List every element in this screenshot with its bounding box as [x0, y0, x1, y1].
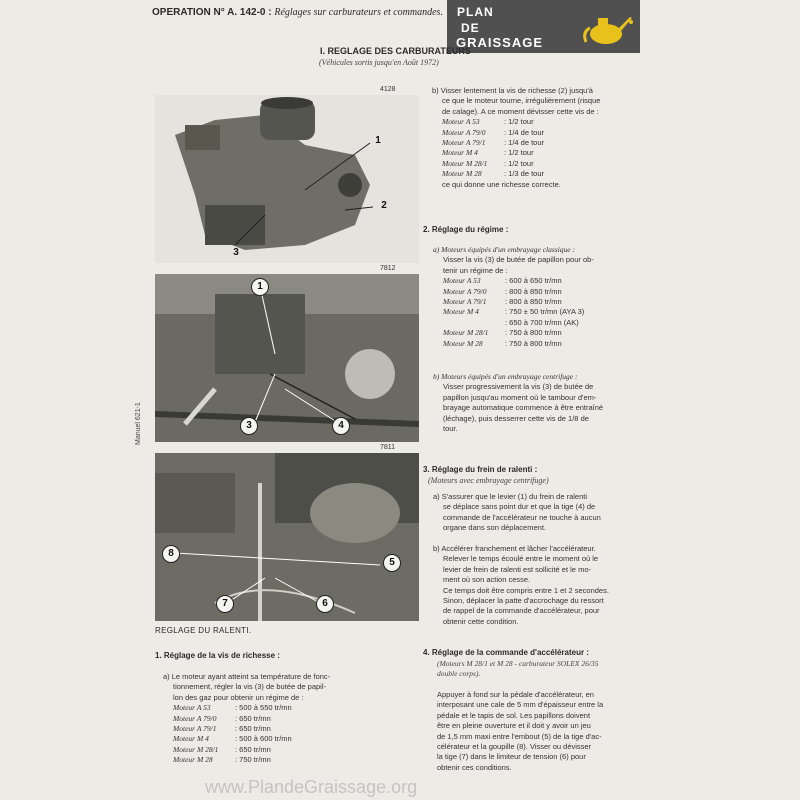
regime-a-table — [433, 276, 594, 349]
richesse-a-line: lon des gaz pour obtenir un régime de : — [173, 692, 304, 702]
regime-b-head: b) Moteurs équipés d'un embrayage centrifuge : — [433, 372, 578, 381]
regime-a-row — [443, 276, 594, 286]
photo-2-callout-3: 3 — [240, 417, 258, 435]
accelerateur-line: être en pleine ouverture et il doit y avoir un jeu — [437, 721, 591, 731]
richesse-a-row — [173, 755, 330, 765]
logo-line-3: GRAISSAGE — [456, 35, 544, 50]
regime-a-value: : 750 à 800 tr/mn — [505, 328, 562, 338]
richesse-b-line: b) Visser lentement la vis de richesse (2) jusqu'à — [432, 86, 593, 95]
regime-a-row — [443, 318, 594, 328]
regime-a-row — [443, 339, 594, 349]
richesse-a-value: : 650 tr/mn — [235, 744, 271, 754]
richesse-a-table — [163, 703, 330, 765]
richesse-b-engine: Moteur A 79/0 — [442, 127, 486, 137]
richesse-b-value: : 1/4 de tour — [504, 138, 545, 148]
regime-a-row — [443, 307, 594, 317]
operation-subtitle: Réglages sur carburateurs et commandes. — [274, 7, 443, 18]
richesse-b-engine: Moteur M 4 — [442, 148, 478, 158]
frein-b-line: levier de frein de ralenti est sollicité et le mo- — [443, 564, 591, 574]
regime-section-title: 2. Réglage du régime : — [423, 225, 509, 234]
accelerateur-line: la tige (7) dans le limiteur de tension (6) pour — [437, 752, 586, 762]
regime-a-value: : 750 à 800 tr/mn — [505, 338, 562, 348]
frein-a-line: se déplace sans point dur et que la tige (4) de — [443, 502, 596, 512]
regime-a-engine: Moteur A 53 — [443, 276, 481, 286]
photo-caption: REGLAGE DU RALENTI. — [155, 626, 252, 635]
photo-2-callout-1: 1 — [251, 278, 269, 296]
richesse-a-engine: Moteur A 79/0 — [173, 713, 217, 723]
regime-a-engine: Moteur M 28/1 — [443, 328, 489, 338]
carburettor-illustration — [155, 95, 419, 263]
plan-de-graissage-logo — [447, 0, 640, 53]
richesse-a-value: : 650 tr/mn — [235, 724, 271, 734]
frein-a-line: a) S'assurer que le levier (1) du frein de ralenti — [433, 492, 588, 501]
regime-a-engine — [443, 318, 505, 328]
richesse-a-block — [163, 672, 330, 766]
richesse-b-table — [432, 117, 600, 179]
frein-b-line: Relever le temps écoulé entre le moment où le — [443, 554, 599, 564]
richesse-b-line: de calage). A ce moment dévisser cette vis de : — [442, 106, 599, 116]
richesse-b-block — [432, 86, 600, 190]
accelerator-linkage-illustration — [155, 453, 419, 621]
richesse-a-row — [173, 714, 330, 724]
accelerateur-line: interposant une cale de 5 mm d'épaisseur entre la — [437, 700, 604, 710]
richesse-a-row — [173, 734, 330, 744]
frein-b-line: ment où son action cesse. — [443, 575, 531, 585]
section-subtitle: (Véhicules sortis jusqu'en Août 1972) — [319, 58, 439, 67]
frein-b-line: Ce temps doit être compris entre 1 et 2 secondes. — [443, 585, 609, 595]
accelerateur-line: de 1,5 mm maxi entre l'embout (5) de la tige d'ac- — [437, 731, 602, 741]
accelerateur-line: pédale et le tapis de sol. Les papillons doivent — [437, 710, 591, 720]
richesse-b-engine: Moteur M 28/1 — [442, 158, 488, 168]
richesse-a-row — [173, 724, 330, 734]
regime-a-row — [443, 328, 594, 338]
photo-2-callout-4: 4 — [332, 417, 350, 435]
photo-3-callout-6: 6 — [316, 595, 334, 613]
operation-header — [152, 7, 443, 18]
photo-3-callout-5: 5 — [383, 554, 401, 572]
frein-b-line: obtenir cette condition. — [443, 616, 519, 626]
regime-b-block — [433, 372, 603, 434]
regime-a-value: : 650 à 700 tr/mn (AK) — [505, 317, 579, 327]
accelerateur-subtitle-1: (Moteurs M 28/1 et M 28 - carburateur SOLEX 26/35 — [437, 659, 599, 668]
website-watermark: www.PlandeGraissage.org — [205, 777, 418, 797]
richesse-a-row — [173, 703, 330, 713]
richesse-a-line: tionnement, régler la vis (3) de butée de papil- — [173, 682, 327, 692]
regime-a-engine: Moteur A 79/0 — [443, 286, 487, 296]
regime-b-line: Visser progressivement la vis (3) de butée de — [443, 382, 594, 392]
accelerateur-section-title: 4. Réglage de la commande d'accélérateur : — [423, 648, 589, 657]
operation-number: OPERATION N° A. 142-0 : — [152, 7, 272, 18]
richesse-b-row — [442, 117, 600, 127]
regime-a-line: Visser la vis (3) de butée de papillon pour ob- — [443, 255, 594, 265]
accelerateur-line: célérateur et la goupille (8). Visser ou dévisser — [437, 742, 592, 752]
photo-1-callout-2: 2 — [381, 200, 387, 211]
regime-a-value: : 750 ± 50 tr/mn (AYA 3) — [505, 307, 585, 317]
richesse-a-row — [173, 745, 330, 755]
regime-a-row — [443, 287, 594, 297]
photo-1-number: 4128 — [380, 86, 396, 93]
frein-section-subtitle: (Moteurs avec embrayage centrifuge) — [428, 476, 549, 485]
richesse-b-row — [442, 148, 600, 158]
frein-a-line: commande de l'accélérateur ne touche à aucun — [443, 512, 601, 522]
regime-a-value: : 600 à 650 tr/mn — [505, 276, 562, 286]
richesse-a-value: : 650 tr/mn — [235, 713, 271, 723]
accelerateur-line: Appuyer à fond sur la pédale d'accélérateur, en — [437, 690, 594, 699]
accelerateur-line: obtenir ces conditions. — [437, 762, 512, 772]
richesse-b-row — [442, 169, 600, 179]
photo-accelerator-linkage — [155, 453, 419, 621]
richesse-a-engine: Moteur M 4 — [173, 734, 209, 744]
regime-b-line: brayage automatique commence à être entraîné — [443, 403, 604, 413]
regime-a-value: : 800 à 850 tr/mn — [505, 286, 562, 296]
accelerateur-block — [437, 690, 603, 773]
richesse-a-value: : 500 à 550 tr/mn — [235, 703, 292, 713]
regime-a-value: : 800 à 850 tr/mn — [505, 297, 562, 307]
richesse-a-line: a) Le moteur ayant atteint sa température de fonc- — [163, 672, 331, 681]
photo-2-number: 7812 — [380, 265, 396, 272]
regime-b-line: papillon jusqu'au moment où le tambour d'em- — [443, 392, 597, 402]
frein-b-line: b) Accélérer franchement et lâcher l'accélérateur. — [433, 544, 596, 553]
richesse-b-value: : 1/2 tour — [504, 158, 534, 168]
idle-linkage-illustration — [155, 274, 419, 442]
accelerateur-subtitle-2: double corps). — [437, 669, 481, 678]
richesse-b-end: ce qui donne une richesse correcte. — [442, 179, 561, 189]
regime-a-line: tenir un régime de : — [443, 265, 508, 275]
regime-a-engine: Moteur M 4 — [443, 307, 479, 317]
richesse-a-value: : 500 à 600 tr/mn — [235, 734, 292, 744]
logo-line-2: DE — [461, 21, 480, 35]
richesse-b-row — [442, 128, 600, 138]
regime-a-row — [443, 297, 594, 307]
richesse-b-value: : 1/3 de tour — [504, 169, 545, 179]
side-label: Manuel 621-1 — [135, 402, 142, 445]
frein-b-line: de rappel de la commande d'accélérateur, pour — [443, 606, 600, 616]
logo-line-1: PLAN — [457, 5, 494, 19]
frein-a-block — [433, 492, 601, 534]
frein-a-line: organe dans son déplacement. — [443, 523, 546, 533]
richesse-b-value: : 1/2 tour — [504, 117, 534, 127]
regime-a-engine: Moteur M 28 — [443, 338, 483, 348]
richesse-b-row — [442, 159, 600, 169]
frein-section-title: 3. Réglage du frein de ralenti : — [423, 465, 538, 474]
frein-b-line: Sinon, déplacer la patte d'accrochage du ressort — [443, 596, 604, 606]
richesse-b-engine: Moteur A 79/1 — [442, 138, 486, 148]
regime-a-head: a) Moteurs équipés d'un embrayage classique : — [433, 245, 575, 254]
richesse-b-engine: Moteur A 53 — [442, 117, 480, 127]
photo-1-callout-3: 3 — [233, 247, 239, 258]
regime-a-engine: Moteur A 79/1 — [443, 297, 487, 307]
oil-can-icon — [572, 8, 634, 48]
regime-b-line: tour. — [443, 424, 458, 434]
photo-1-callout-1: 1 — [375, 135, 381, 146]
frein-b-block — [433, 544, 609, 627]
richesse-a-engine: Moteur A 53 — [173, 703, 211, 713]
photo-carburettor — [155, 95, 419, 263]
richesse-b-value: : 1/2 tour — [504, 148, 534, 158]
photo-3-callout-7: 7 — [216, 595, 234, 613]
photo-3-callout-8: 8 — [162, 545, 180, 563]
photo-idle-linkage — [155, 274, 419, 442]
richesse-a-engine: Moteur M 28 — [173, 755, 213, 765]
regime-a-block — [433, 245, 594, 349]
section-title: I. REGLAGE DES CARBURATEURS — [320, 46, 471, 56]
richesse-section-title: 1. Réglage de la vis de richesse : — [155, 651, 280, 660]
richesse-a-engine: Moteur A 79/1 — [173, 724, 217, 734]
richesse-b-line: ce que le moteur tourne, irrégulièrement (risque — [442, 96, 601, 106]
richesse-a-value: : 750 tr/mn — [235, 755, 271, 765]
regime-b-line: (léchage), puis desserrer cette vis de 1/8 de — [443, 413, 589, 423]
photo-3-number: 7811 — [380, 444, 396, 451]
richesse-a-engine: Moteur M 28/1 — [173, 744, 219, 754]
richesse-b-row — [442, 138, 600, 148]
richesse-b-value: : 1/4 de tour — [504, 127, 545, 137]
richesse-b-engine: Moteur M 28 — [442, 169, 482, 179]
